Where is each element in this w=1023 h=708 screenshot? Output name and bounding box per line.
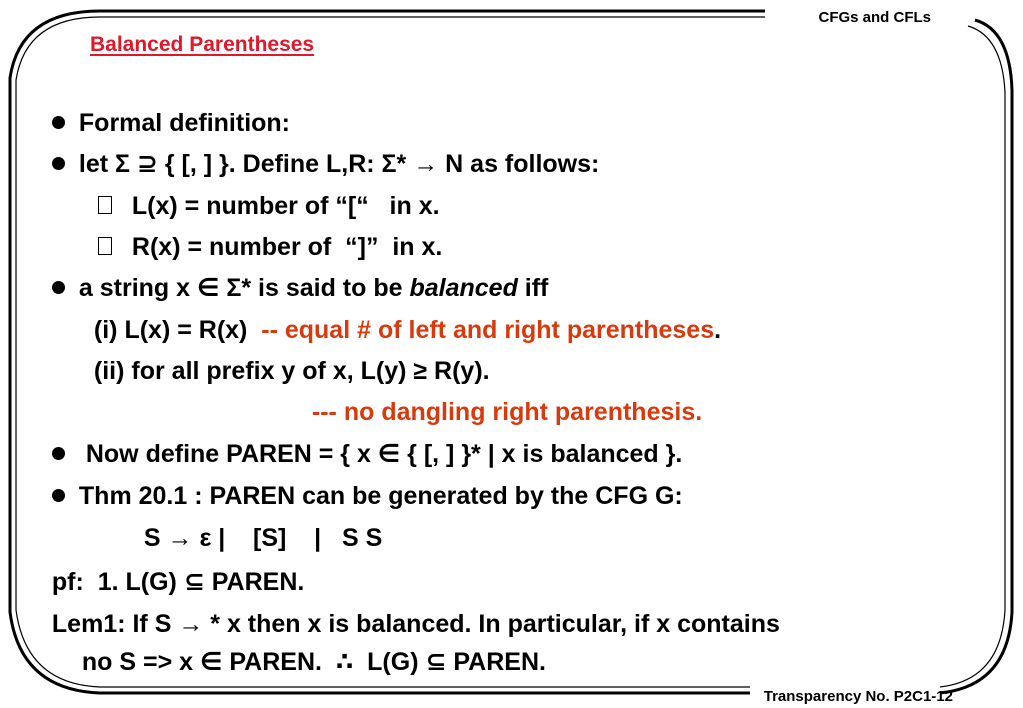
line-text: R(x) = number of “]” in x. (131, 233, 443, 261)
line-text: (ii) for all prefix y of x, L(y) ≥ R(y). (93, 357, 490, 385)
bullet-dot-icon (52, 157, 65, 170)
line-text: L(x) = number of “[“ in x. (131, 192, 440, 220)
lemma-continuation (68, 617, 546, 677)
line-text: let Σ ⊇ { [, ] }. Define L,R: Σ* → N as follows: (78, 150, 600, 178)
bullet-dot-icon (52, 281, 65, 294)
bullet-dot-icon (52, 489, 65, 502)
line-text: Formal definition: (78, 109, 291, 137)
header-label: CFGs and CFLs (818, 9, 931, 26)
line-text: a string x ∈ Σ* is said to be (78, 274, 410, 302)
line-text: S → ε | [S] | S S (143, 524, 383, 552)
line-text: iff (517, 274, 549, 302)
footer-label: Transparency No. P2C1-12 (763, 688, 953, 705)
line-text: (i) L(x) = R(x) (93, 316, 262, 344)
slide-title: Balanced Parentheses (90, 33, 315, 56)
comment-equal-parentheses: -- equal # of left and right parentheses (261, 316, 715, 344)
line-text: : PAREN can be generated by the CFG G: (194, 482, 683, 510)
line-text: --- no dangling right parenthesis. (311, 398, 703, 426)
line-text: . (714, 316, 722, 344)
line-text: Now define PAREN = { x ∈ { [, ] }* | x is balanced }. (78, 440, 683, 468)
line-text: Lem1: If S → * x then x is balanced. In particular, if x contains (51, 610, 780, 638)
line-text: Thm 20.1 (78, 482, 195, 510)
line-text: pf: 1. L(G) ⊆ PAREN. (51, 568, 305, 596)
line-text: no S => x ∈ PAREN. ∴ L(G) ⊆ PAREN. (81, 648, 546, 676)
emphasis-balanced: balanced (409, 274, 518, 302)
